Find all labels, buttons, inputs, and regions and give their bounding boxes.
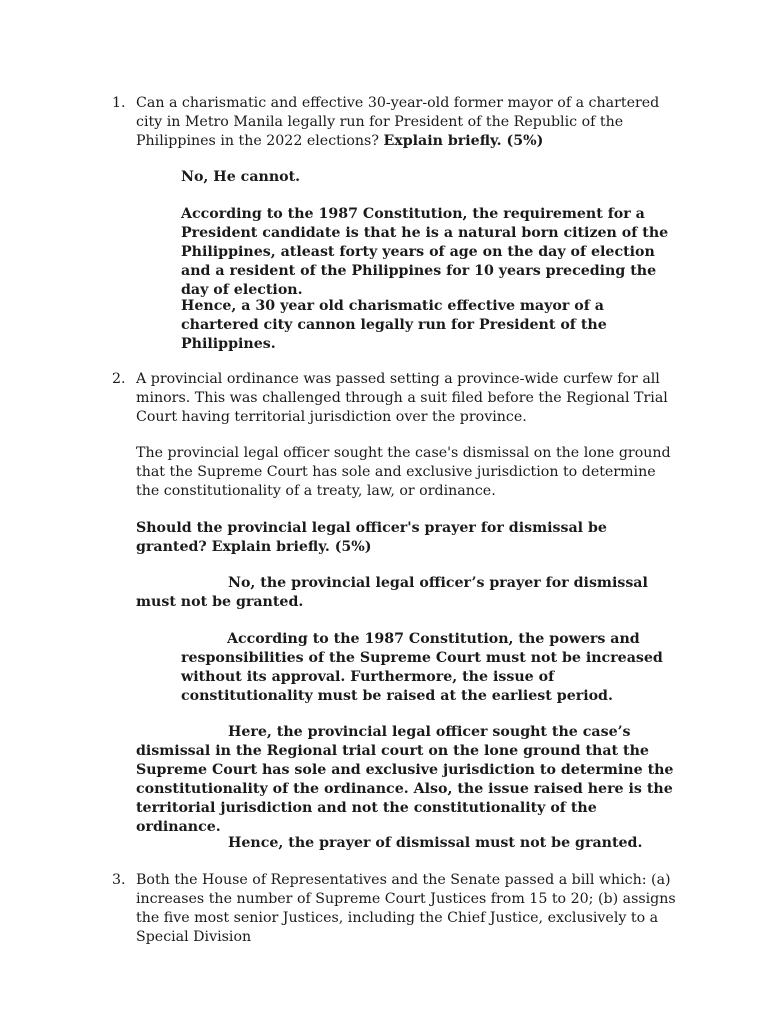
question-2-text: A provincial ordinance was passed setting a province-wide curfew for all minors. This was challenged through a suit filed before the Regional Trial Court having territorial jurisdiction over the province. — [136, 371, 668, 425]
question-2-answer-1: No, the provincial legal officer’s prayer for dismissal must not be granted. — [136, 575, 648, 610]
question-1-text — [136, 94, 676, 151]
question-2-number: 2. — [112, 371, 126, 387]
question-1-body: Can a charismatic and effective 30-year-old former mayor of a chartered city in Metro Manila legally run for President of the Republic of the Philippines in the 2022 elections? — [136, 95, 660, 149]
question-1-answer-1: No, He cannot. — [181, 169, 301, 185]
question-2-answer-2: According to the 1987 Constitution, the powers and responsibilities of the Supreme Court must not be increased without its approval. Furthermore, the issue of constitutionality must be raised at the earliest period. — [181, 631, 663, 704]
question-3-number: 3. — [112, 872, 126, 888]
question-2-answer-4: Hence, the prayer of dismissal must not be granted. — [228, 835, 643, 851]
question-2-answer-3: Here, the provincial legal officer sought the case’s dismissal in the Regional trial court on the lone ground that the Supreme Court has sole and exclusive jurisdiction to determine the constitutionality of the ordinance. Also, the issue raised here is the territorial jurisdiction and not the constitutionality of the ordinance. — [136, 724, 674, 835]
question-1-number: 1. — [112, 95, 126, 111]
question-1-answer-2: According to the 1987 Constitution, the requirement for a President candidate is that he is a natural born citizen of the Philippines, atleast forty years of age on the day of election and a resident of the Philippines for 10 years preceding the day of election. — [181, 206, 669, 298]
question-1-answer-3: Hence, a 30 year old charismatic effective mayor of a chartered city cannon legally run for President of the Philippines. — [181, 298, 607, 352]
question-2-prompt: Should the provincial legal officer's prayer for dismissal be granted? Explain briefly. (5%) — [136, 520, 607, 555]
question-3-text: Both the House of Representatives and the Senate passed a bill which: (a) increases the number of Supreme Court Justices from 15 to 20; (b) assigns the five most senior Justices, including the Chief Justice, exclusively to a Special Division — [136, 872, 676, 945]
question-1-prompt: Explain briefly. (5%) — [383, 133, 544, 149]
question-2-text-2: The provincial legal officer sought the case's dismissal on the lone ground that the Supreme Court has sole and exclusive jurisdiction to determine the constitutionality of a treaty, law, or ordinance. — [136, 445, 671, 499]
